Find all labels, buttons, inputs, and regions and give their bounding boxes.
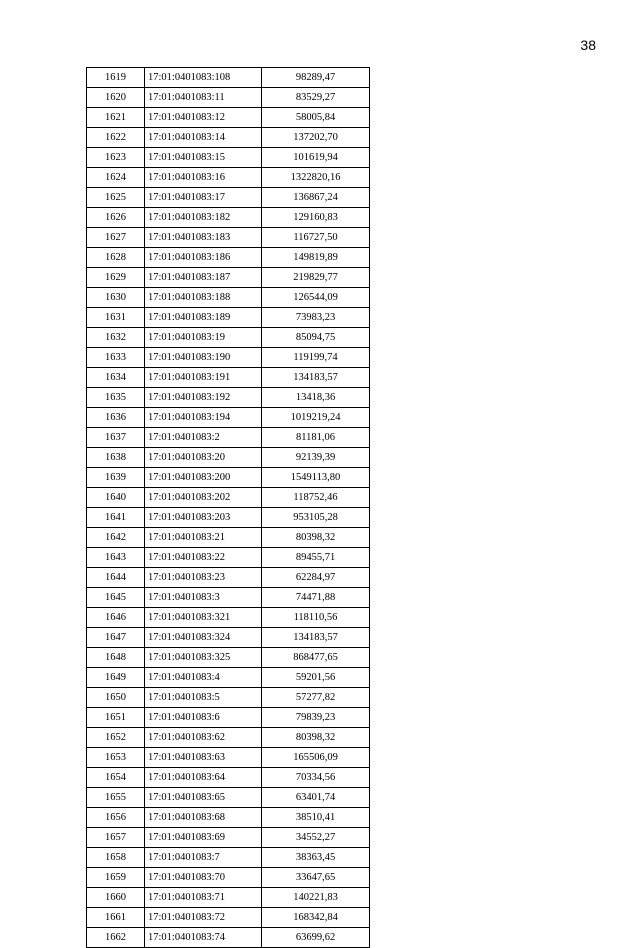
table-row [87, 488, 370, 508]
row-number-cell: 1635 [87, 388, 145, 408]
table-row [87, 548, 370, 568]
table-row [87, 128, 370, 148]
row-number-cell: 1620 [87, 88, 145, 108]
value-cell: 137202,70 [262, 128, 370, 148]
row-number-cell: 1636 [87, 408, 145, 428]
cadastral-number-cell: 17:01:0401083:183 [145, 228, 262, 248]
cadastral-number-cell: 17:01:0401083:71 [145, 888, 262, 908]
cadastral-number-cell: 17:01:0401083:7 [145, 848, 262, 868]
table-row [87, 588, 370, 608]
cadastral-number-cell: 17:01:0401083:108 [145, 68, 262, 88]
value-cell: 118752,46 [262, 488, 370, 508]
value-cell: 38510,41 [262, 808, 370, 828]
cadastral-number-cell: 17:01:0401083:200 [145, 468, 262, 488]
row-number-cell: 1660 [87, 888, 145, 908]
table-row [87, 88, 370, 108]
table-row [87, 148, 370, 168]
row-number-cell: 1641 [87, 508, 145, 528]
table-row [87, 268, 370, 288]
row-number-cell: 1634 [87, 368, 145, 388]
row-number-cell: 1652 [87, 728, 145, 748]
value-cell: 953105,28 [262, 508, 370, 528]
row-number-cell: 1649 [87, 668, 145, 688]
table-row [87, 628, 370, 648]
value-cell: 868477,65 [262, 648, 370, 668]
value-cell: 80398,32 [262, 728, 370, 748]
table-row [87, 708, 370, 728]
value-cell: 59201,56 [262, 668, 370, 688]
row-number-cell: 1626 [87, 208, 145, 228]
table-row [87, 428, 370, 448]
value-cell: 165506,09 [262, 748, 370, 768]
value-cell: 58005,84 [262, 108, 370, 128]
row-number-cell: 1653 [87, 748, 145, 768]
table-row [87, 448, 370, 468]
cadastral-number-cell: 17:01:0401083:70 [145, 868, 262, 888]
row-number-cell: 1640 [87, 488, 145, 508]
cadastral-number-cell: 17:01:0401083:69 [145, 828, 262, 848]
value-cell: 63401,74 [262, 788, 370, 808]
table-row [87, 508, 370, 528]
row-number-cell: 1655 [87, 788, 145, 808]
value-cell: 73983,23 [262, 308, 370, 328]
value-cell: 118110,56 [262, 608, 370, 628]
table-row [87, 908, 370, 928]
cadastral-number-cell: 17:01:0401083:11 [145, 88, 262, 108]
table-row [87, 328, 370, 348]
value-cell: 1019219,24 [262, 408, 370, 428]
cadastral-number-cell: 17:01:0401083:203 [145, 508, 262, 528]
value-cell: 98289,47 [262, 68, 370, 88]
cadastral-number-cell: 17:01:0401083:19 [145, 328, 262, 348]
value-cell: 140221,83 [262, 888, 370, 908]
row-number-cell: 1630 [87, 288, 145, 308]
value-cell: 83529,27 [262, 88, 370, 108]
cadastral-number-cell: 17:01:0401083:4 [145, 668, 262, 688]
row-number-cell: 1647 [87, 628, 145, 648]
table-row [87, 308, 370, 328]
page-number: 38 [580, 37, 596, 53]
row-number-cell: 1637 [87, 428, 145, 448]
value-cell: 116727,50 [262, 228, 370, 248]
value-cell: 219829,77 [262, 268, 370, 288]
row-number-cell: 1625 [87, 188, 145, 208]
row-number-cell: 1642 [87, 528, 145, 548]
table-row [87, 248, 370, 268]
table-row [87, 188, 370, 208]
row-number-cell: 1624 [87, 168, 145, 188]
cadastral-number-cell: 17:01:0401083:12 [145, 108, 262, 128]
cadastral-number-cell: 17:01:0401083:192 [145, 388, 262, 408]
table-body [87, 68, 370, 948]
table-row [87, 728, 370, 748]
table-row [87, 288, 370, 308]
cadastral-number-cell: 17:01:0401083:62 [145, 728, 262, 748]
cadastral-number-cell: 17:01:0401083:2 [145, 428, 262, 448]
table-row [87, 688, 370, 708]
row-number-cell: 1644 [87, 568, 145, 588]
row-number-cell: 1627 [87, 228, 145, 248]
table-row [87, 608, 370, 628]
cadastral-number-cell: 17:01:0401083:3 [145, 588, 262, 608]
cadastral-number-cell: 17:01:0401083:321 [145, 608, 262, 628]
row-number-cell: 1654 [87, 768, 145, 788]
cadastral-number-cell: 17:01:0401083:68 [145, 808, 262, 828]
table-row [87, 388, 370, 408]
table-row [87, 748, 370, 768]
table-row [87, 788, 370, 808]
cadastral-number-cell: 17:01:0401083:20 [145, 448, 262, 468]
row-number-cell: 1648 [87, 648, 145, 668]
row-number-cell: 1650 [87, 688, 145, 708]
value-cell: 168342,84 [262, 908, 370, 928]
row-number-cell: 1633 [87, 348, 145, 368]
value-cell: 134183,57 [262, 368, 370, 388]
row-number-cell: 1662 [87, 928, 145, 948]
cadastral-number-cell: 17:01:0401083:202 [145, 488, 262, 508]
value-cell: 13418,36 [262, 388, 370, 408]
cadastral-number-cell: 17:01:0401083:16 [145, 168, 262, 188]
value-cell: 136867,24 [262, 188, 370, 208]
table-row [87, 408, 370, 428]
row-number-cell: 1645 [87, 588, 145, 608]
cadastral-number-cell: 17:01:0401083:23 [145, 568, 262, 588]
cadastral-number-cell: 17:01:0401083:64 [145, 768, 262, 788]
cadastral-number-cell: 17:01:0401083:187 [145, 268, 262, 288]
row-number-cell: 1622 [87, 128, 145, 148]
cadastral-number-cell: 17:01:0401083:22 [145, 548, 262, 568]
table-row [87, 808, 370, 828]
table-row [87, 348, 370, 368]
value-cell: 70334,56 [262, 768, 370, 788]
cadastral-number-cell: 17:01:0401083:188 [145, 288, 262, 308]
value-cell: 57277,82 [262, 688, 370, 708]
table-row [87, 928, 370, 948]
value-cell: 81181,06 [262, 428, 370, 448]
cadastral-number-cell: 17:01:0401083:17 [145, 188, 262, 208]
table-row [87, 228, 370, 248]
table-row [87, 888, 370, 908]
row-number-cell: 1646 [87, 608, 145, 628]
cadastral-number-cell: 17:01:0401083:182 [145, 208, 262, 228]
row-number-cell: 1639 [87, 468, 145, 488]
cadastral-number-cell: 17:01:0401083:6 [145, 708, 262, 728]
cadastral-number-cell: 17:01:0401083:194 [145, 408, 262, 428]
table-row [87, 108, 370, 128]
value-cell: 80398,32 [262, 528, 370, 548]
row-number-cell: 1619 [87, 68, 145, 88]
cadastral-number-cell: 17:01:0401083:65 [145, 788, 262, 808]
cadastral-number-cell: 17:01:0401083:189 [145, 308, 262, 328]
row-number-cell: 1659 [87, 868, 145, 888]
cadastral-number-cell: 17:01:0401083:191 [145, 368, 262, 388]
table-row [87, 868, 370, 888]
table-row [87, 668, 370, 688]
value-cell: 1322820,16 [262, 168, 370, 188]
table-row [87, 768, 370, 788]
table-row [87, 68, 370, 88]
row-number-cell: 1661 [87, 908, 145, 928]
row-number-cell: 1658 [87, 848, 145, 868]
table-row [87, 848, 370, 868]
value-cell: 34552,27 [262, 828, 370, 848]
value-cell: 92139,39 [262, 448, 370, 468]
table-row [87, 828, 370, 848]
value-cell: 126544,09 [262, 288, 370, 308]
row-number-cell: 1651 [87, 708, 145, 728]
table-row [87, 528, 370, 548]
row-number-cell: 1628 [87, 248, 145, 268]
cadastral-value-table [86, 67, 370, 948]
value-cell: 119199,74 [262, 348, 370, 368]
table-row [87, 368, 370, 388]
value-cell: 38363,45 [262, 848, 370, 868]
value-cell: 63699,62 [262, 928, 370, 948]
cadastral-number-cell: 17:01:0401083:74 [145, 928, 262, 948]
value-cell: 33647,65 [262, 868, 370, 888]
table-row [87, 468, 370, 488]
row-number-cell: 1629 [87, 268, 145, 288]
value-cell: 101619,94 [262, 148, 370, 168]
value-cell: 134183,57 [262, 628, 370, 648]
value-cell: 149819,89 [262, 248, 370, 268]
value-cell: 85094,75 [262, 328, 370, 348]
row-number-cell: 1621 [87, 108, 145, 128]
value-cell: 129160,83 [262, 208, 370, 228]
cadastral-number-cell: 17:01:0401083:21 [145, 528, 262, 548]
cadastral-number-cell: 17:01:0401083:63 [145, 748, 262, 768]
table-row [87, 648, 370, 668]
row-number-cell: 1656 [87, 808, 145, 828]
row-number-cell: 1638 [87, 448, 145, 468]
cadastral-number-cell: 17:01:0401083:15 [145, 148, 262, 168]
row-number-cell: 1631 [87, 308, 145, 328]
table-row [87, 568, 370, 588]
cadastral-number-cell: 17:01:0401083:72 [145, 908, 262, 928]
value-cell: 89455,71 [262, 548, 370, 568]
row-number-cell: 1623 [87, 148, 145, 168]
value-cell: 74471,88 [262, 588, 370, 608]
cadastral-number-cell: 17:01:0401083:190 [145, 348, 262, 368]
cadastral-number-cell: 17:01:0401083:324 [145, 628, 262, 648]
table-row [87, 168, 370, 188]
cadastral-number-cell: 17:01:0401083:186 [145, 248, 262, 268]
row-number-cell: 1657 [87, 828, 145, 848]
row-number-cell: 1643 [87, 548, 145, 568]
value-cell: 1549113,80 [262, 468, 370, 488]
cadastral-number-cell: 17:01:0401083:325 [145, 648, 262, 668]
value-cell: 79839,23 [262, 708, 370, 728]
cadastral-number-cell: 17:01:0401083:5 [145, 688, 262, 708]
table-row [87, 208, 370, 228]
value-cell: 62284,97 [262, 568, 370, 588]
cadastral-number-cell: 17:01:0401083:14 [145, 128, 262, 148]
row-number-cell: 1632 [87, 328, 145, 348]
